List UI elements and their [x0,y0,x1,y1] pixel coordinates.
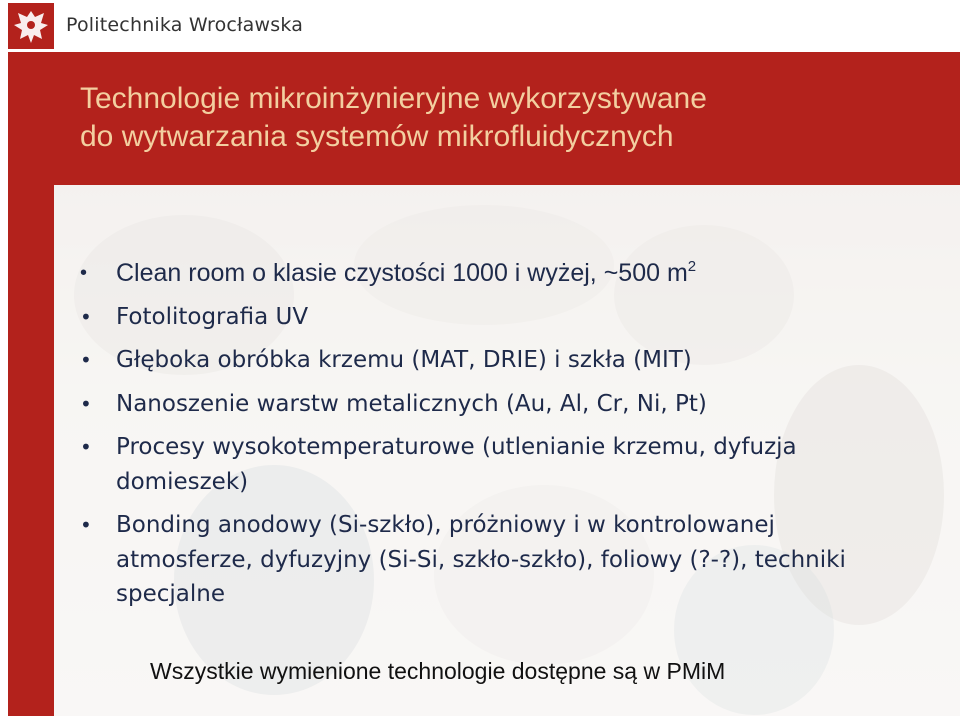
bullet-item: • Fotolitografia UV [76,300,906,335]
bullet-item: • Procesy wysokotemperaturowe (utlenianie krzemu, dyfuzja domieszek) [76,430,906,499]
superscript: 2 [687,258,697,275]
university-name: Politechnika Wrocławska [66,14,304,36]
bullet-dot-icon: • [80,391,92,416]
bullet-list [76,256,906,621]
bullet-dot-icon: • [80,513,92,537]
bullet-item: • Nanoszenie warstw metalicznych (Au, Al, Cr, Ni, Pt) [76,387,906,422]
bullet-item: • Głęboka obróbka krzemu (MAT, DRIE) i szkła (MIT) [76,343,906,378]
bullet-dot-icon: • [80,304,92,329]
bullet-dot-icon: • [80,348,92,372]
slide-title-line-2: do wytwarzania systemów mikrofluidycznych [80,120,674,153]
bullet-dot-icon: • [80,262,88,284]
bullet-item: • Bonding anodowy (Si-szkło), próżniowy i w kontrolowanej atmosferze, dyfuzyjny (Si-Si, szkło-szkło), foliowy (?-?), techniki specjalne [76,508,906,612]
slide-title-line-1: Technologie mikroinżynieryjne wykorzystywane [80,82,707,115]
bullet-dot-icon: • [80,435,92,459]
footer-note: Wszystkie wymienione technologie dostępne są w PMiM [150,658,726,684]
bullet-item: • Clean room o klasie czystości 1000 i wyżej, ~500 $m^2$ [76,256,906,291]
